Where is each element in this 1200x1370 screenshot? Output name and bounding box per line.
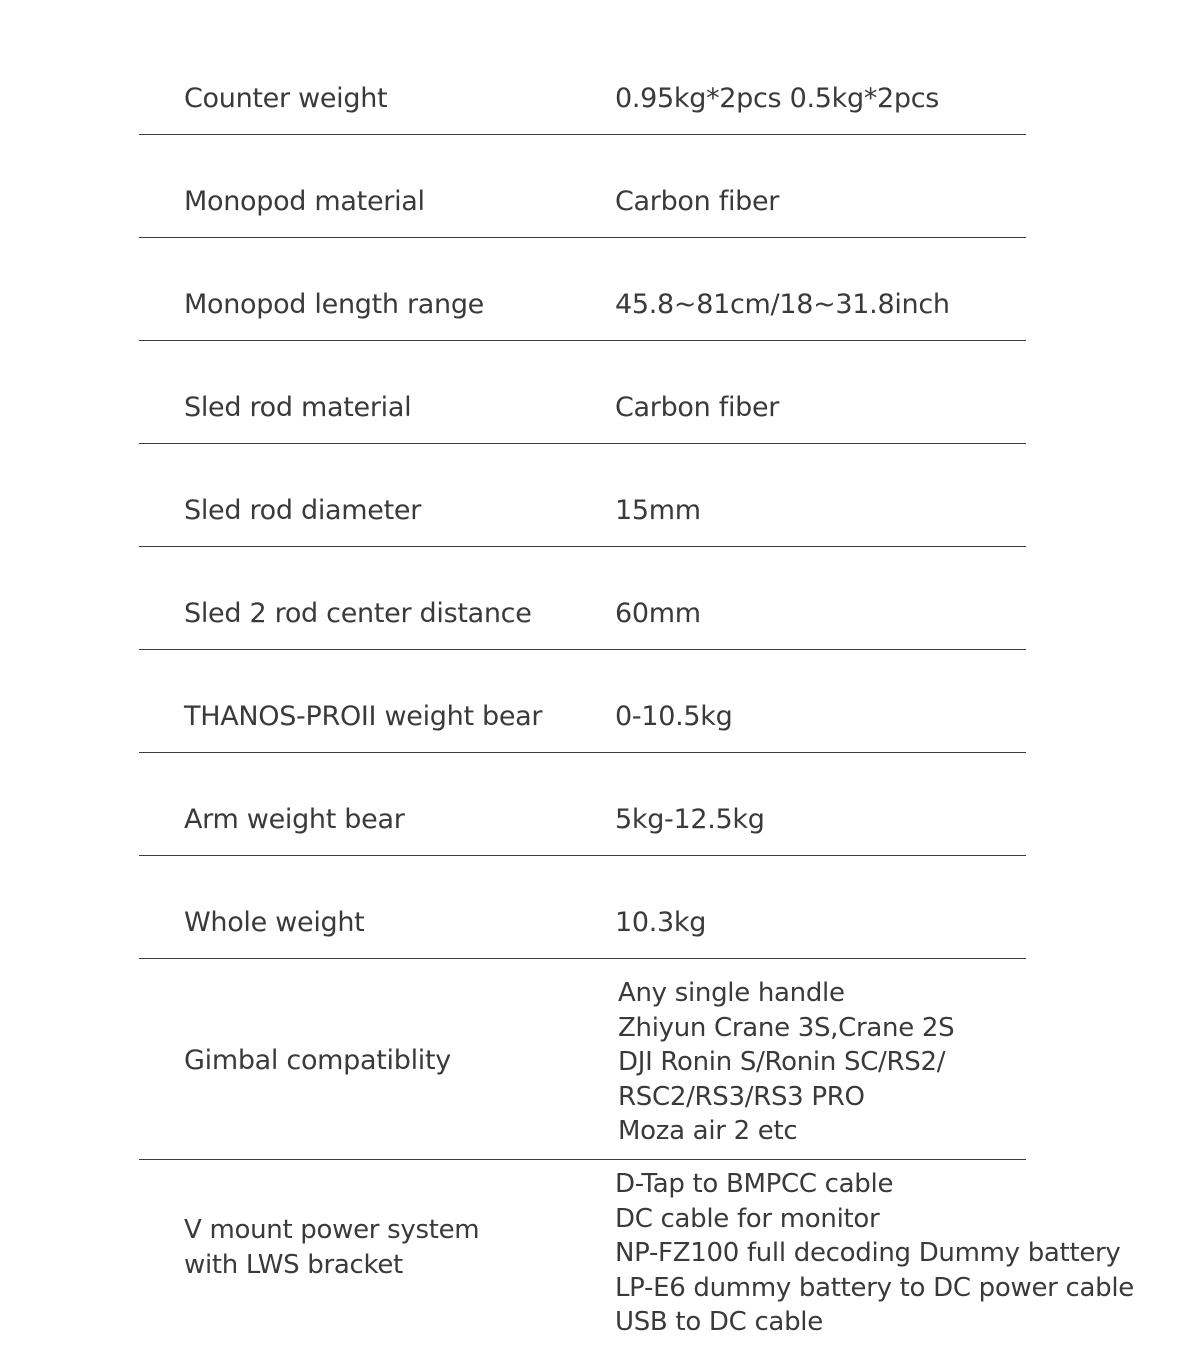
spec-value: 60mm: [615, 598, 701, 629]
row-divider: [139, 855, 1026, 856]
power-line: USB to DC cable: [615, 1307, 823, 1338]
row-divider: [139, 546, 1026, 547]
gimbal-line: Any single handle: [618, 978, 845, 1008]
power-list: [615, 1167, 1134, 1340]
gimbal-line: Moza air 2 etc: [618, 1116, 798, 1147]
row-divider: [139, 340, 1026, 341]
power-line: LP-E6 dummy battery to DC power cable: [615, 1272, 1134, 1303]
row-divider: [139, 134, 1026, 135]
spec-value: Carbon fiber: [615, 392, 780, 423]
row-divider: [139, 958, 1026, 959]
spec-value: 15mm: [615, 495, 701, 526]
spec-label: Monopod length range: [184, 289, 484, 320]
spec-label: Gimbal compatiblity: [184, 1045, 451, 1076]
spec-value: 45.8~81cm/18~31.8inch: [615, 289, 950, 320]
row-divider: [139, 1159, 1026, 1160]
gimbal-line: Zhiyun Crane 3S,Crane 2S: [618, 1012, 955, 1043]
spec-value: 0-10.5kg: [615, 701, 733, 732]
power-line: D-Tap to BMPCC cable: [615, 1169, 894, 1199]
gimbal-line: DJI Ronin S/Ronin SC/RS2/: [618, 1047, 946, 1078]
gimbal-line: RSC2/RS3/RS3 PRO: [618, 1081, 865, 1112]
spec-value: 10.3kg: [615, 907, 707, 938]
spec-value: Carbon fiber: [615, 186, 780, 217]
power-label-line: with LWS bracket: [184, 1249, 403, 1280]
spec-label: Monopod material: [184, 186, 425, 217]
spec-value: 5kg-12.5kg: [615, 804, 765, 835]
spec-label: Sled rod material: [184, 392, 412, 423]
spec-label: Whole weight: [184, 907, 365, 938]
spec-value: 0.95kg*2pcs 0.5kg*2pcs: [615, 83, 940, 114]
spec-label: Sled rod diameter: [184, 495, 422, 526]
power-label: [184, 1213, 479, 1282]
spec-label: Sled 2 rod center distance: [184, 598, 532, 629]
spec-label: Counter weight: [184, 83, 388, 114]
row-divider: [139, 237, 1026, 238]
row-divider: [139, 752, 1026, 753]
spec-label: THANOS-PROII weight bear: [184, 701, 543, 732]
spec-label: Arm weight bear: [184, 804, 405, 835]
row-divider: [139, 649, 1026, 650]
power-label-line: V mount power system: [184, 1215, 480, 1245]
row-divider: [139, 443, 1026, 444]
gimbal-list: [618, 976, 954, 1149]
power-line: NP-FZ100 full decoding Dummy battery: [615, 1238, 1121, 1269]
power-line: DC cable for monitor: [615, 1203, 880, 1234]
